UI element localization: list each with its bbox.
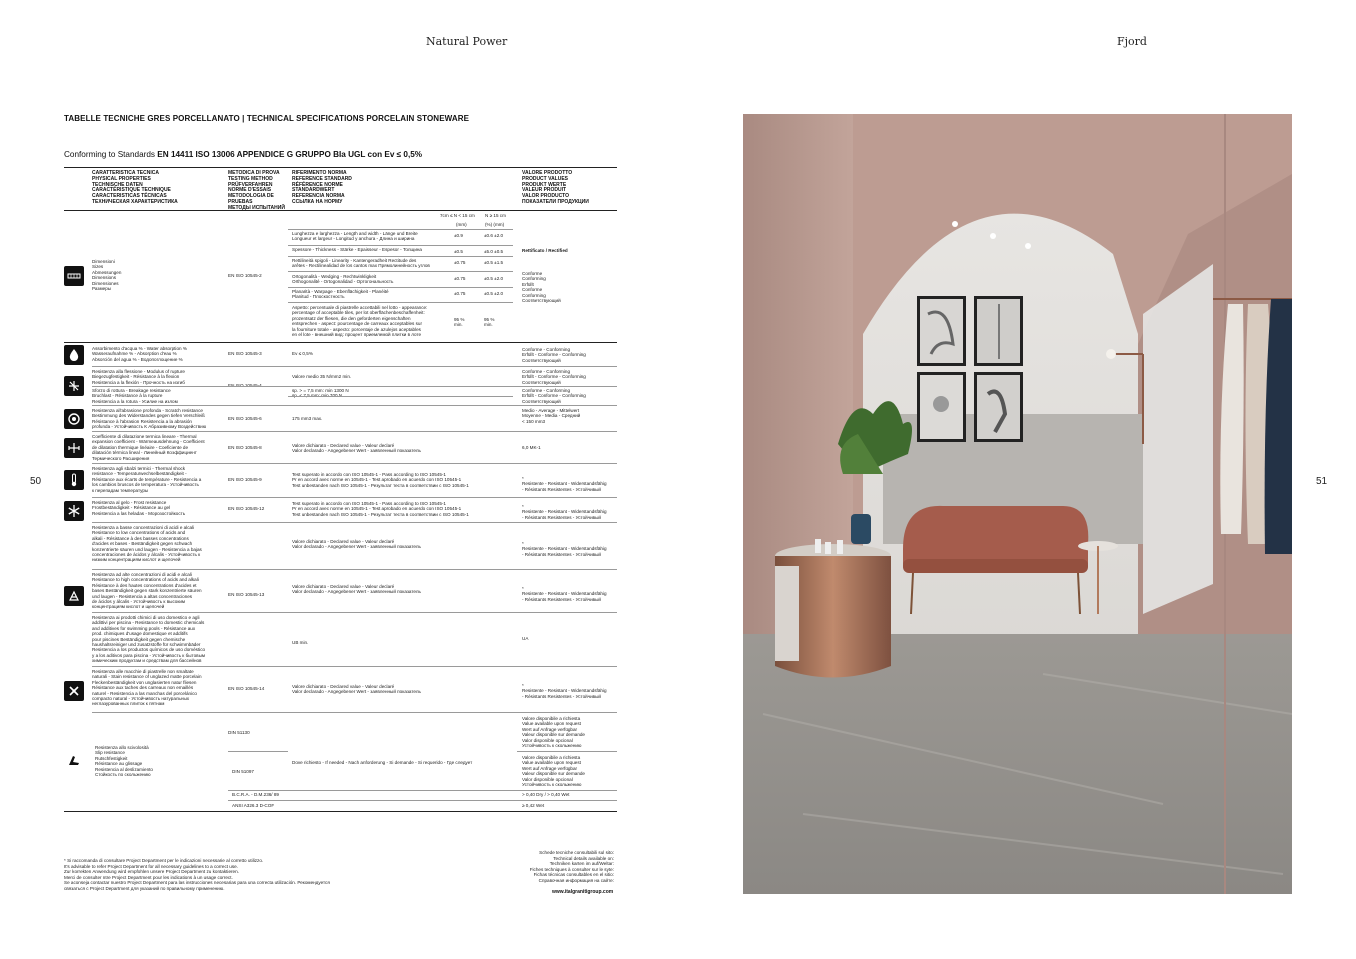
row-rule (92, 405, 617, 406)
dims-row-value-a: ±0.75 (454, 260, 466, 265)
row-rule (92, 569, 617, 570)
row-reference: Valore dichiarato - Declared value - Valeur declaré Valor declarado - Angegebener Wert - заявленный показатель (292, 684, 421, 695)
slip-label: Resistenza allo scivolosità Slip resistance Rutschfestigkeit Résistance au glissage Resistencia al deslizamiento Стойкость по скольжению (95, 745, 153, 778)
row-value: * Resistente - Resistant - Widerstandsfähig - Résistants Resistentes - Устойчивый (522, 541, 607, 557)
footnote: * Si raccomanda di consultare Project Department per le indicazioni necessarie al corretto utilizzo. It's advisable to refer Project Department for all necessary guidelines to a correct use. Zur korrekten Anwendung wird empfohlen unsere Project Department zu kontaktieren. Merci de consulter ntre Project Department pour les indications à un usage correct. Se aconseja contactar nuestro Project Department para las instrucciones necesarias para una correcta utilización. Рекомендуется связаться с Project Department для указаний по правильному применению. (64, 858, 330, 891)
slip-rule-a (228, 751, 288, 752)
row-label: Sforzo di rottura - Breakage resistance Bruchlast - Résistance à la rupture Resistencia a la rotura - Усилие на излом (92, 388, 178, 404)
dims-row-value-b: ±5.0 ±0.5 (484, 249, 504, 254)
dims-row-rule (288, 302, 513, 303)
row-rule (92, 497, 617, 498)
dims-row-value-a: ±0.75 (454, 291, 466, 296)
row-rule (92, 366, 617, 367)
dims-row-value-b: ±0.5 ±2.0 (484, 291, 504, 296)
slip-method-3: B.C.R.A. - D.M.236/ 89 (232, 792, 279, 797)
dims-icon (64, 266, 84, 286)
row-label: Resistenza alla flessione - Modulus of rupture Biegezugfestigkeit - Résistance à la flexion Resistencia a la flexión - Прочность на изгиб (92, 369, 185, 385)
drop-icon (64, 345, 84, 365)
dims-units-b: (%) (mm) (485, 222, 505, 227)
row-value: * Resistente - Resistant - Widerstandsfähig - Résistants Resistentes - Устойчивый (522, 476, 607, 492)
page-title: TABELLE TECNICHE GRES PORCELLANATO | TECHNICAL SPECIFICATIONS PORCELAIN STONEWARE (64, 114, 470, 123)
slip-rule-b (517, 751, 617, 752)
dims-method: EN ISO 10545-2 (228, 273, 262, 278)
head-col-method: METODICA DI PROVA TESTING METHOD PRÜFVERFAHREN NORME D'ESSAIS METODOLOGIA DE PRUEBAS МЕТОДЫ ИСПЫТАНИЙ (228, 170, 285, 211)
slip-value-3: > 0,40 Dry / > 0,40 Wet (522, 792, 570, 797)
head-col-reference: RIFERIMENTO NORMA REFERENCE STANDARD RÉFÉRENCE NORME STANDARDWERT REFERENCIA NORMA ССЫЛКА НА НОРМУ (292, 170, 352, 205)
header-right-title: Fjord (1117, 35, 1147, 48)
row-reference: Valore medio 35 N/mm2 min. (292, 374, 352, 379)
row-rule (92, 431, 617, 432)
shock-icon (64, 470, 84, 490)
row-rule (92, 522, 617, 523)
therm-icon (64, 438, 84, 458)
row-label: Resistenza a basse concentrazioni di acidi e alcali Resistance to low concentrations of acids and alkali - Résistance à des basses concentrations d'acides et bases - Beständigkeit gegen schwach konzentrierte säuren und laugen - Resistencia a bajas concentraciones de ácidos y álcalis - Устойчивость к низким концентрациям кислот и щелочей (92, 525, 202, 563)
row-value: * Resistente - Resistant - Widerstandsfähig - Résistants Resistentes - Устойчивый (522, 586, 607, 602)
dims-row-rule (288, 256, 513, 257)
slip-rule-d (228, 800, 617, 801)
dims-sub-rule (288, 229, 513, 230)
row-method: EN ISO 10545-8 (228, 445, 262, 450)
slip-value-2: Valore disponibile a richiesta Value available upon request Wert auf Anfrage verfügbar Valeur disponible sur demande Valor disponible opcional Устойчивость к скольжению (522, 755, 585, 788)
slip-value-4: ≥ 0,42 Wet (522, 803, 545, 808)
row-reference: Valore dichiarato - Declared value - Valeur declaré Valor declarado - Angegebener Wert - заявленный показатель (292, 584, 421, 595)
website-url: www.italgranitigroup.com (552, 889, 614, 895)
header-left-title: Natural Power (426, 35, 508, 48)
dims-row-text: Lunghezza e larghezza - Length and width - Länge und Breite Longueur et largeur - Longitud y anchura - Длина и ширина (292, 231, 418, 242)
row-rule (92, 386, 617, 387)
dims-row-value-b: ±0.6 ±2.0 (484, 233, 504, 238)
dims-row-text: Spessore - Thickness - Stärke - Epaisseur - Espesor - Толщина (292, 247, 422, 252)
row-label: Resistenza al gelo - Frost resistance Frostbeständigkeit - Résistance au gel Resistencia a las heladas - Морозостойкость (92, 500, 186, 516)
head-col-value: VALORE PRODOTTO PRODUCT VALUES PRODUKT WERTE VALEUR PRODUIT VALOR PRODUCTO ПОКАЗАТЕЛИ ПРОДУКЦИИ (522, 170, 589, 205)
dims-rect-label: Rettificato / Rectified (522, 248, 568, 253)
row-label: Resistenza ai prodotti chimici di uso domestico e agli addittivi per piscina - Resistance to domestic chemicals and additives for swimming pools - Résistance aux prod. chimiques d'usage domestique et additifs pour piscines Beständigkeit gegen chemische haushaltsreiniger und zusatzstoffe für schwimmbäder Resistencia a los productos químicos de uso doméstico y a los aditivos para piscina - Устойчивость к бытовым химическим продуктам и средствам для бассейнов (92, 615, 206, 664)
row-reference: Valore dichiarato - Declared value - Valeur declaré Valor declarado - Angegebener Wert - заявленный показатель (292, 443, 421, 454)
page-number-right: 51 (1316, 476, 1328, 487)
dims-row-value-b: ±0.5 ±2.0 (484, 276, 504, 281)
table-bottom-rule (64, 811, 617, 812)
dims-row-text: Aspetto: percentuale di piastrelle accettabili nel lotto - appearance: percentage of acceptable tiles, per lot oberflächenbeschaffenheit: prozentsatz der fliesen, die den geforderten eigenschaften entsprechen - aspect: pourcentage de carreaux acceptables sur la fourniture totale - aspecto: porcentaje de azulejos aceptables en el lote - внешний вид: процент приемлемой плитки в лоте (292, 305, 428, 338)
chem-icon (64, 586, 84, 606)
row-method: EN ISO 10545-6 (228, 416, 262, 421)
dims-row-value-a: 95 % min. (454, 317, 465, 328)
row-rule (92, 463, 617, 464)
dims-label: Dimensioni Sizes Abmessungen Dimensions Dimensiones Размеры (92, 259, 122, 292)
row-reference: Valore dichiarato - Declared value - Valeur declaré Valor declarado - Angegebener Wert - заявленный показатель (292, 539, 421, 550)
row-reference: UB min. (292, 640, 309, 645)
row-value: UA (522, 636, 529, 641)
row-subrule (288, 396, 513, 397)
row-value: * Resistente - Resistant - Widerstandsfähig - Résistants Resistentes - Устойчивый (522, 504, 607, 520)
dims-units-a: (mm) (456, 222, 467, 227)
frost-icon (64, 501, 84, 521)
sheets-note: Schede tecniche consultabili sul sito: Technical details available on: Techniken karten im auf/Weltar: Fiches techniques à consulter sur le syte: Fichas técnicas consultables en el sitio: Справочная информация на сайте: (529, 850, 614, 883)
row-label: Coefficiente di dilatazione termica lineare - Thermal expansion coefficient - Wärmeausdehnung - Coefficient de dilatation thermique linéaire - Coeficiente de dilatación térmica lineal - Линейный Коэффициент Термического Расширения (92, 434, 205, 461)
interior-photo (743, 114, 1292, 894)
row-label: Resistenza agli sbalzi termici - Thermal shock resistance - Temperaturwechselbeständigkeit - Résistance aux écarts de température - Resistencia a los cambios bruscos de temperatura - Устойчивость к перепадам температуры (92, 466, 202, 493)
table-top-rule (64, 167, 617, 168)
row-method: EN ISO 10545-3 (228, 351, 262, 356)
row-method: EN ISO 10545-12 (228, 506, 265, 511)
stain-icon (64, 681, 84, 701)
page-number-left: 50 (30, 476, 42, 487)
dims-bottom-rule (64, 342, 617, 343)
dims-row-rule (288, 245, 513, 246)
head-col-property: CARATTERISTICA TECNICA PHYSICAL PROPERTIES TECHNISCHE DATEN CARACTÉRISTIQUE TECHNIQUE CARACTERISTICAS TÉCNICAS ТЕХНИЧЕСКАЯ ХАРАКТЕРИСТИКА (92, 170, 178, 205)
row-value: Conforme - Conforming Erfüllt - Conforme - Conforming Соответствующий (522, 369, 586, 385)
dims-row-rule (288, 287, 513, 288)
dims-row-value-a: ±0.75 (454, 276, 466, 281)
row-label: Resistenza ad alte concentrazioni di acidi e alcali Resistance to high concentrations of acids and alkali Résistance à des hautes concentrations d'acides et bases Beständigkeit gegen stark konzentrierte säuren und laugen - Resistencia a altas concentraciones de ácidos y álcalis - Устойчивость к высоким концентрациям кислот и щелочей (92, 572, 202, 610)
slip-method-4: ANSI A326.3 D-COF (232, 803, 275, 808)
conformity-standard: EN 14411 ISO 13006 APPENDICE G GRUPPO BIa UGL con Ev ≤ 0,5% (157, 150, 423, 159)
slip-method-2: DIN 51097 (232, 769, 254, 774)
slip-method-1: DIN 51130 (228, 730, 250, 735)
row-reference: Ev ≤ 0,5% (292, 351, 313, 356)
row-method: EN ISO 10545-9 (228, 477, 262, 482)
row-label: Resistenza all'abrasione profonda - Scratch resistance Bestimmung des Widerstandes gegen tiefen Verschleiß Résistance à l'abrasion Resistencia a la abrasión profunda - Устойчивость К Абразивному Воздействию (92, 408, 207, 430)
dims-row-value-b: ±0.5 ±1.5 (484, 260, 504, 265)
slip-icon (64, 750, 84, 770)
row-label: Assorbimento d'acqua % - Water absorption % Wasseraufnahme % - Absorption d'eau % Absorción del agua % - Водопоглощение % (92, 346, 187, 362)
row-reference: sp. > = 7,5 mm: min 1300 N sp. < 7,5 mm: min 700 N (292, 388, 349, 399)
row-value: Medio - Average - Mittelwert Moyenne - Media - Средний < 150 mm3 (522, 408, 581, 424)
row-rule (92, 612, 617, 613)
slip-rule-c (228, 790, 617, 791)
dims-subhead-a: 7cm ≤ N < 15 cm (440, 213, 475, 218)
row-reference: Test superato in accordo con ISO 10545-1 - Pass according to ISO 10545-1 Pr en accord avec norme en 10545-1 - Test aprobado en acuerdo con ISO 10545-1 Test unbestanden nach ISO 10545-1 - Результат теста в соответствии с ISO 10545-1 (292, 472, 469, 488)
dims-row-value-b: 95 % min. (484, 317, 495, 328)
row-label: Resistenza alle macchie di piastrelle non smaltate naturali - Stain resistance of unglazed matte porcelain Fleckenbeständigkeit von unglasierten natur fliesen Résistance aux taches des carreaux non emaillés naturel - Resistencia a las manchas del porcelánico compacto natural - Устойчивость натуральных неглазурованных плиток к пятнам (92, 669, 202, 707)
row-value: * Resistente - Resistant - Widerstandsfähig - Résistants Resistentes - Устойчивый (522, 683, 607, 699)
table-head-rule (64, 210, 617, 211)
dims-row-text: Planarità - Warpage - Ebenflächigkeit - Planéité Planitud - Плоскостность (292, 289, 389, 300)
dims-row-text: Ortogonalità - Wedging - Rechtwinkligkeit Orthogonalité - Ortogonalidad - Ортогональность (292, 274, 394, 285)
row-value: Conforme - Conforming Erfüllt - Conforme - Conforming Соответствующий (522, 388, 586, 404)
conformity-prefix: Conforming to Standards (64, 150, 158, 159)
abr-icon (64, 409, 84, 429)
dims-value: Conforme Conforming Erfüllt Conforme Conforming Соответствующий (522, 271, 561, 304)
row-method: EN ISO 10545-14 (228, 686, 265, 691)
row-value: 6,0 MK-1 (522, 445, 541, 450)
row-method: EN ISO 10545-4 (228, 383, 262, 388)
row-reference: 175 mm3 max. (292, 416, 323, 421)
dims-subhead-b: N ≥ 15 cm (485, 213, 506, 218)
row-rule (92, 666, 617, 667)
dims-row-text: Rettilineità spigoli - Linearity - Kantengeradheit Rectitude des arêtes - Rectilinealidad de los cantos max Прямолинейность углов (292, 258, 430, 269)
slip-reference: Dove richiesto - If needed - Nach anforderung - Si demande - Si requerido - Где следует (292, 760, 473, 765)
row-method: EN ISO 10545-13 (228, 592, 265, 597)
row-rule (92, 712, 617, 713)
slip-value-1: Valore disponibile a richiesta Value available upon request Wert auf Anfrage verfügbar Valeur disponible sur demande Valor disponible opcional Устойчивость к скольжению (522, 716, 585, 749)
dims-row-value-a: ±0.9 (454, 233, 463, 238)
row-reference: Test superato in accordo con ISO 10545-1 - Pass according to ISO 10545-1 Pr en accord avec norme en 10545-1 - Test aprobado en acuerdo con ISO 10545-1 Test unbestanden nach ISO 10545-1 - Результат теста в соответствии с ISO 10545-1 (292, 501, 469, 517)
dims-row-rule (288, 271, 513, 272)
dims-row-value-a: ±0.5 (454, 249, 463, 254)
row-value: Conforme - Conforming Erfüllt - Conforme - Conforming Соответствующий (522, 347, 586, 363)
conformity-line (64, 150, 422, 159)
flex-icon (64, 376, 84, 396)
